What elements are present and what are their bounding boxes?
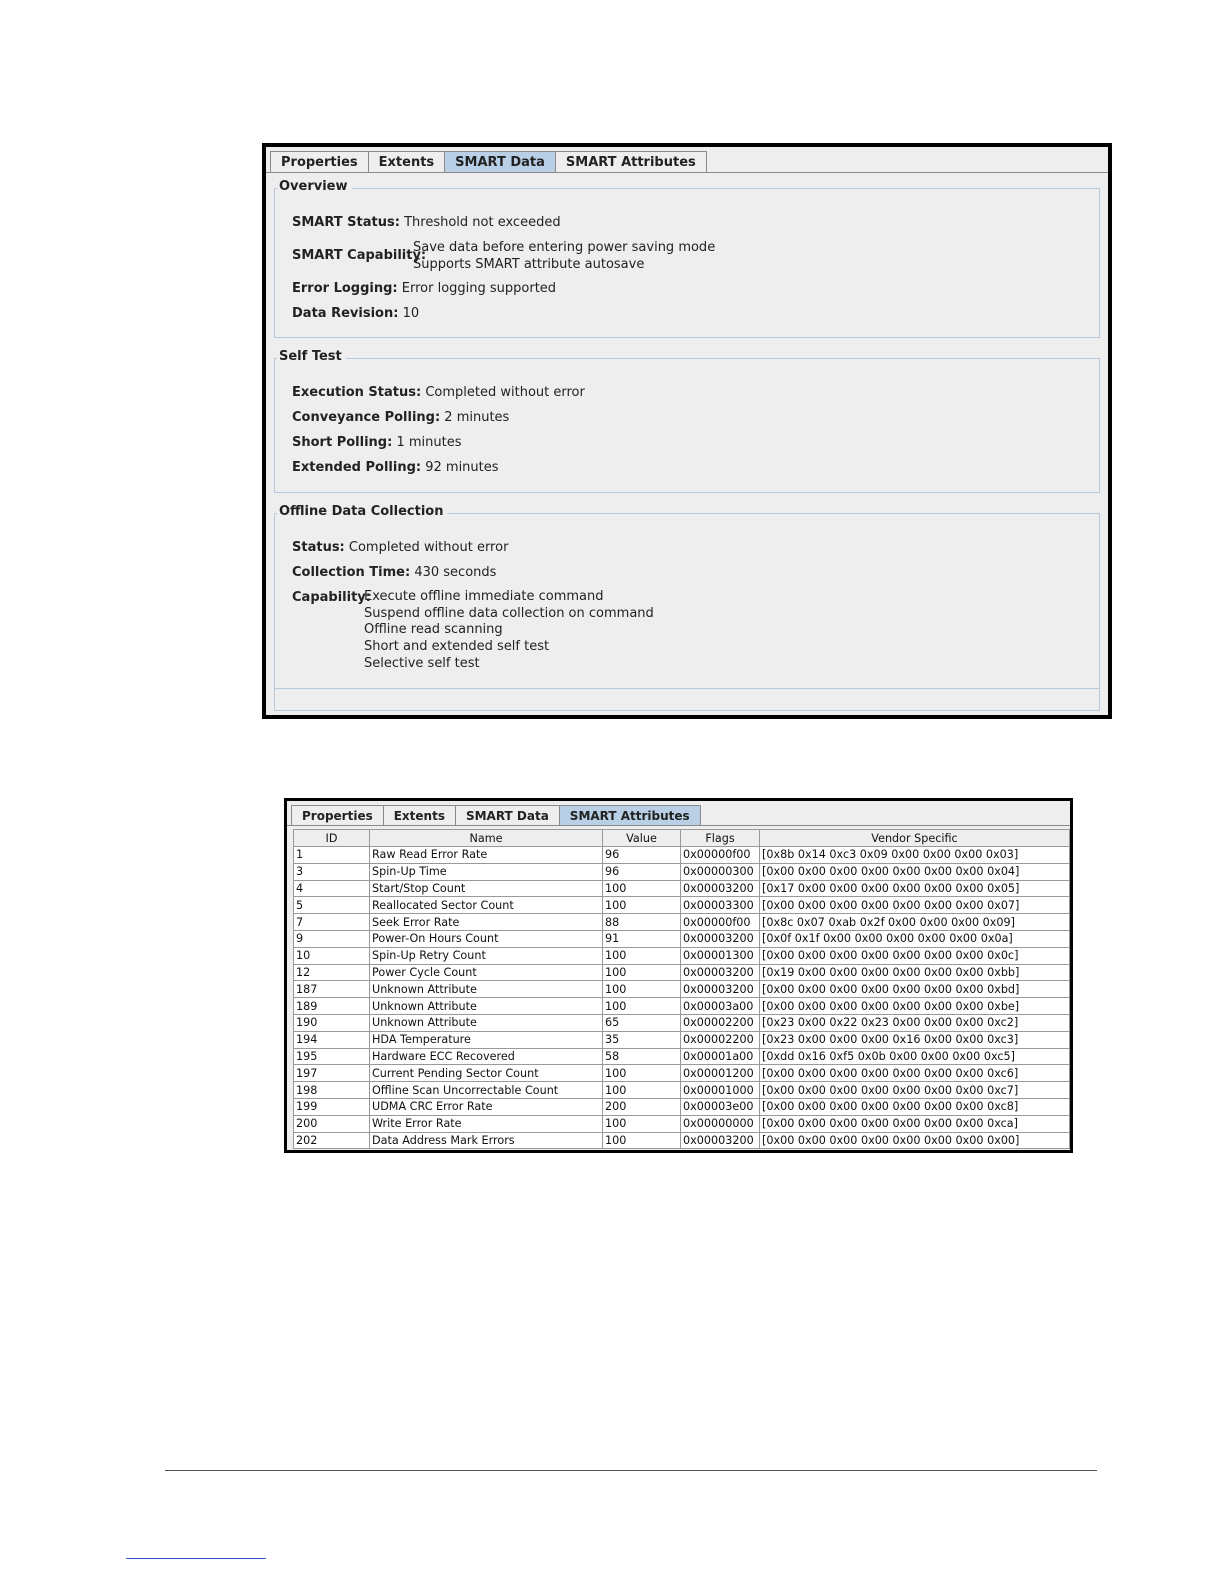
capability-line: Execute offline immediate command [364,589,604,604]
column-header-name[interactable]: Name [370,830,603,847]
cell-name: HDA Temperature [370,1031,603,1048]
execution-status-row [292,385,585,400]
execution-status-label: Execution Status: [292,385,422,400]
offline-status-label: Status: [292,540,345,555]
cell-name: Unknown Attribute [370,981,603,998]
cell-flags: 0x00003200 [681,1132,760,1149]
table-row[interactable] [294,1098,1070,1115]
overview-group [274,179,1100,338]
smart-status-value: Threshold not exceeded [404,215,561,230]
tab-bar [291,803,700,825]
cell-id: 199 [294,1098,370,1115]
cell-name: Current Pending Sector Count [370,1065,603,1082]
tab-divider [287,825,1070,826]
cell-value: 100 [603,1115,681,1132]
cell-vendor-specific: [0x00 0x00 0x00 0x00 0x00 0x00 0x00 0xc8] [760,1098,1070,1115]
cell-name: Reallocated Sector Count [370,897,603,914]
conveyance-polling-row [292,410,509,425]
footnote-divider [126,1558,266,1559]
table-row[interactable] [294,1065,1070,1082]
cell-flags: 0x00003200 [681,981,760,998]
column-header-value[interactable]: Value [603,830,681,847]
cell-name: Offline Scan Uncorrectable Count [370,1082,603,1099]
table-row[interactable] [294,947,1070,964]
cell-name: Seek Error Rate [370,914,603,931]
cell-id: 7 [294,914,370,931]
capability-label: Capability: [292,590,371,605]
cell-value: 88 [603,914,681,931]
cell-vendor-specific: [0x00 0x00 0x00 0x00 0x00 0x00 0x00 0x04] [760,863,1070,880]
cell-flags: 0x00001a00 [681,1048,760,1065]
cell-id: 9 [294,930,370,947]
smart-status-label: SMART Status: [292,215,400,230]
cell-flags: 0x00001200 [681,1065,760,1082]
smart-capability-line: Supports SMART attribute autosave [413,256,645,272]
cell-value: 100 [603,981,681,998]
cell-flags: 0x00002200 [681,1031,760,1048]
smart-capability-row [292,248,426,263]
table-row[interactable] [294,1048,1070,1065]
short-polling-row [292,435,461,450]
cell-vendor-specific: [0x8b 0x14 0xc3 0x09 0x00 0x00 0x00 0x03] [760,847,1070,864]
cell-id: 4 [294,880,370,897]
capability-line: Short and extended self test [364,639,550,655]
smart-capability-line: Save data before entering power saving mode [413,240,716,255]
cell-flags: 0x00000f00 [681,914,760,931]
execution-status-value: Completed without error [425,385,585,400]
offline-status-row [292,540,508,555]
tab-extents[interactable]: Extents [383,805,456,825]
cell-vendor-specific: [0x23 0x00 0x00 0x00 0x16 0x00 0x00 0xc3] [760,1031,1070,1048]
collection-time-value: 430 seconds [414,565,497,580]
capability-line: Offline read scanning [364,622,503,638]
cell-flags: 0x00003200 [681,880,760,897]
cell-vendor-specific: [0x00 0x00 0x00 0x00 0x00 0x00 0x00 0xc7] [760,1082,1070,1099]
tab-extents[interactable]: Extents [368,151,446,172]
cell-id: 187 [294,981,370,998]
collection-time-row [292,565,496,580]
tab-bar [270,149,706,172]
error-logging-value: Error logging supported [401,281,557,296]
cell-vendor-specific: [0x00 0x00 0x00 0x00 0x00 0x00 0x00 0xbd] [760,981,1070,998]
column-header-flags[interactable]: Flags [681,830,760,847]
cell-id: 190 [294,1014,370,1031]
cell-id: 198 [294,1082,370,1099]
capability-line: Suspend offline data collection on command [364,605,654,621]
cell-value: 65 [603,1014,681,1031]
conveyance-polling-value: 2 minutes [444,410,510,425]
cell-flags: 0x00000f00 [681,847,760,864]
cell-id: 195 [294,1048,370,1065]
cell-value: 100 [603,1082,681,1099]
collection-time-label: Collection Time: [292,565,411,580]
cell-id: 12 [294,964,370,981]
cell-flags: 0x00003300 [681,897,760,914]
cell-name: Raw Read Error Rate [370,847,603,864]
cell-id: 200 [294,1115,370,1132]
short-polling-value: 1 minutes [396,435,462,450]
cell-name: Unknown Attribute [370,998,603,1015]
cell-vendor-specific: [0x17 0x00 0x00 0x00 0x00 0x00 0x00 0x05] [760,880,1070,897]
cell-vendor-specific: [0x0f 0x1f 0x00 0x00 0x00 0x00 0x00 0x0a] [760,930,1070,947]
cell-name: Power Cycle Count [370,964,603,981]
cell-vendor-specific: [0x00 0x00 0x00 0x00 0x00 0x00 0x00 0x00] [760,1132,1070,1149]
cell-vendor-specific: [0x19 0x00 0x00 0x00 0x00 0x00 0x00 0xbb] [760,964,1070,981]
data-revision-row [292,306,419,321]
cell-name: Hardware ECC Recovered [370,1048,603,1065]
offline-data-collection-group [274,504,1100,689]
bottom-frame [274,689,1100,711]
table-row[interactable] [294,1082,1070,1099]
self-test-group [274,349,1100,493]
offline-data-collection-title: Offline Data Collection [277,504,447,519]
table-row[interactable] [294,964,1070,981]
cell-value: 200 [603,1098,681,1115]
cell-vendor-specific: [0x00 0x00 0x00 0x00 0x00 0x00 0x00 0xbe] [760,998,1070,1015]
cell-flags: 0x00001000 [681,1082,760,1099]
table-row[interactable] [294,930,1070,947]
attributes-table [293,829,1070,1149]
cell-name: Data Address Mark Errors [370,1132,603,1149]
cell-vendor-specific: [0x00 0x00 0x00 0x00 0x00 0x00 0x00 0x07] [760,897,1070,914]
column-header-vendor-specific[interactable]: Vendor Specific [760,830,1070,847]
cell-value: 100 [603,998,681,1015]
cell-flags: 0x00003e00 [681,1098,760,1115]
cell-value: 91 [603,930,681,947]
cell-id: 3 [294,863,370,880]
tab-properties[interactable]: Properties [291,805,384,825]
table-row[interactable] [294,981,1070,998]
cell-value: 100 [603,880,681,897]
cell-value: 100 [603,897,681,914]
cell-flags: 0x00003a00 [681,998,760,1015]
cell-value: 100 [603,947,681,964]
tab-smart-attributes[interactable]: SMART Attributes [555,151,707,172]
table-row[interactable] [294,1115,1070,1132]
cell-vendor-specific: [0x00 0x00 0x00 0x00 0x00 0x00 0x00 0xc6] [760,1065,1070,1082]
cell-name: Unknown Attribute [370,1014,603,1031]
error-logging-label: Error Logging: [292,281,398,296]
cell-value: 35 [603,1031,681,1048]
cell-vendor-specific: [0x00 0x00 0x00 0x00 0x00 0x00 0x00 0x0c] [760,947,1070,964]
smart-capability-values [413,240,715,273]
smart-attributes-panel [284,798,1073,1153]
cell-value: 100 [603,1132,681,1149]
cell-id: 194 [294,1031,370,1048]
cell-flags: 0x00002200 [681,1014,760,1031]
cell-vendor-specific: [0xdd 0x16 0xf5 0x0b 0x00 0x00 0x00 0xc5] [760,1048,1070,1065]
cell-id: 202 [294,1132,370,1149]
tab-properties[interactable]: Properties [270,151,369,172]
tab-divider [266,172,1108,173]
table-row[interactable] [294,897,1070,914]
extended-polling-row [292,460,499,475]
cell-flags: 0x00000300 [681,863,760,880]
table-row[interactable] [294,1132,1070,1149]
cell-flags: 0x00003200 [681,930,760,947]
tab-smart-data[interactable]: SMART Data [444,151,556,172]
table-row[interactable] [294,914,1070,931]
cell-name: Start/Stop Count [370,880,603,897]
cell-value: 96 [603,847,681,864]
cell-id: 5 [294,897,370,914]
table-row[interactable] [294,863,1070,880]
cell-value: 96 [603,863,681,880]
cell-vendor-specific: [0x00 0x00 0x00 0x00 0x00 0x00 0x00 0xca] [760,1115,1070,1132]
smart-capability-label: SMART Capability: [292,248,427,263]
conveyance-polling-label: Conveyance Polling: [292,410,441,425]
tab-smart-data[interactable]: SMART Data [455,805,560,825]
cell-value: 58 [603,1048,681,1065]
capability-row [292,590,371,605]
attributes-table-body [294,847,1070,1149]
cell-name: Write Error Rate [370,1115,603,1132]
smart-data-panel [262,143,1112,719]
cell-value: 100 [603,1065,681,1082]
error-logging-row [292,281,556,296]
tab-smart-attributes[interactable]: SMART Attributes [559,805,701,825]
table-row[interactable] [294,880,1070,897]
cell-id: 189 [294,998,370,1015]
short-polling-label: Short Polling: [292,435,393,450]
cell-value: 100 [603,964,681,981]
capability-line: Selective self test [364,655,480,671]
extended-polling-value: 92 minutes [425,460,499,475]
cell-flags: 0x00000000 [681,1115,760,1132]
capability-values [364,589,654,672]
cell-name: Spin-Up Retry Count [370,947,603,964]
table-row[interactable] [294,1031,1070,1048]
smart-status-row [292,215,561,230]
table-row[interactable] [294,1014,1070,1031]
extended-polling-label: Extended Polling: [292,460,422,475]
column-header-id[interactable]: ID [294,830,370,847]
table-row[interactable] [294,847,1070,864]
self-test-title: Self Test [277,349,346,364]
cell-name: Power-On Hours Count [370,930,603,947]
cell-id: 197 [294,1065,370,1082]
cell-flags: 0x00001300 [681,947,760,964]
cell-name: Spin-Up Time [370,863,603,880]
offline-status-value: Completed without error [348,540,509,555]
cell-flags: 0x00003200 [681,964,760,981]
footer-divider [165,1470,1097,1471]
data-revision-value: 10 [402,306,420,321]
cell-vendor-specific: [0x8c 0x07 0xab 0x2f 0x00 0x00 0x00 0x09] [760,914,1070,931]
data-revision-label: Data Revision: [292,306,399,321]
cell-id: 1 [294,847,370,864]
table-header-row [294,830,1070,847]
cell-name: UDMA CRC Error Rate [370,1098,603,1115]
table-row[interactable] [294,998,1070,1015]
cell-vendor-specific: [0x23 0x00 0x22 0x23 0x00 0x00 0x00 0xc2] [760,1014,1070,1031]
cell-id: 10 [294,947,370,964]
overview-title: Overview [277,179,352,194]
